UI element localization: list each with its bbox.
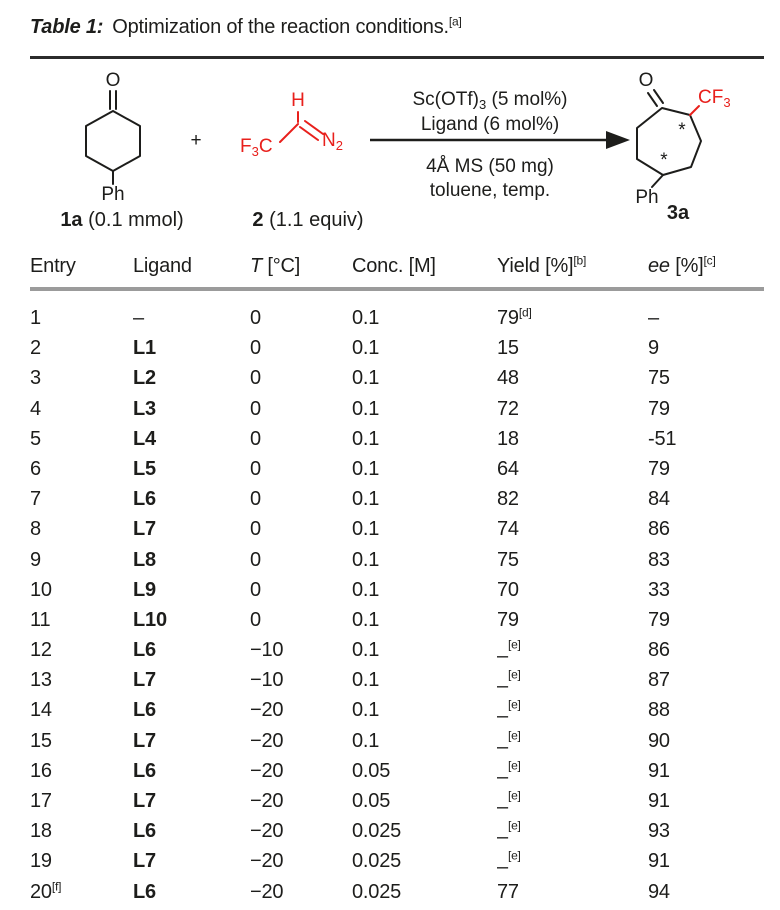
yield-cell: 15 bbox=[497, 337, 519, 360]
entry-cell: 8 bbox=[30, 518, 41, 541]
table-row bbox=[30, 454, 764, 484]
table-row bbox=[30, 726, 764, 756]
ligand-cell: L5 bbox=[133, 457, 156, 480]
concentration-cell: 0.1 bbox=[352, 367, 380, 390]
concentration-cell: 0.1 bbox=[352, 699, 380, 722]
concentration-cell: 0.05 bbox=[352, 759, 391, 782]
temperature-cell: −20 bbox=[250, 880, 284, 903]
footnote-b-marker: [b] bbox=[573, 253, 587, 268]
temperature-cell: 0 bbox=[250, 548, 261, 571]
title-text: Optimization of the reaction conditions. bbox=[112, 16, 449, 38]
cf3-group-label: $F_3C$ bbox=[240, 136, 273, 159]
ee-cell: 91 bbox=[648, 759, 670, 782]
reactant-2-structure bbox=[240, 90, 364, 231]
entry-cell: 5 bbox=[30, 427, 41, 450]
yield-cell: 72 bbox=[497, 397, 519, 420]
table-header bbox=[30, 250, 764, 282]
table-row bbox=[30, 303, 764, 333]
entry-cell: 12 bbox=[30, 639, 52, 662]
ligand-cell: L9 bbox=[133, 578, 156, 601]
table-body bbox=[30, 303, 764, 907]
entry-cell: 19 bbox=[30, 850, 52, 873]
header-concentration: Conc. [M] bbox=[352, 255, 436, 277]
concentration-cell: 0.1 bbox=[352, 457, 380, 480]
concentration-cell: 0.025 bbox=[352, 820, 402, 843]
temperature-cell: 0 bbox=[250, 608, 261, 631]
product-oxygen-label: O bbox=[638, 70, 654, 91]
yield-cell: 48 bbox=[497, 367, 519, 390]
yield-cell: 64 bbox=[497, 457, 519, 480]
yield-cell: 79[d] bbox=[497, 305, 532, 329]
concentration-cell: 0.1 bbox=[352, 608, 380, 631]
yield-cell: 70 bbox=[497, 578, 519, 601]
temperature-cell: 0 bbox=[250, 518, 261, 541]
entry-cell: 3 bbox=[30, 367, 41, 390]
table-row bbox=[30, 846, 764, 879]
ee-cell: -51 bbox=[648, 427, 677, 450]
entry-cell: 18 bbox=[30, 820, 52, 843]
reaction-conditions bbox=[412, 89, 567, 201]
ligand-cell: L7 bbox=[133, 790, 156, 812]
header-temperature bbox=[250, 250, 352, 282]
yield-cell: –[e] bbox=[497, 848, 521, 879]
table-row bbox=[30, 665, 764, 698]
yield-cell: –[e] bbox=[497, 818, 521, 849]
ee-cell: 86 bbox=[648, 518, 670, 541]
concentration-cell: 0.1 bbox=[352, 548, 380, 571]
entry-cell: 10 bbox=[30, 578, 52, 601]
solvent-condition: toluene, temp. bbox=[429, 180, 551, 201]
entry-cell: 17 bbox=[30, 790, 52, 812]
ligand-cell: L1 bbox=[133, 337, 156, 360]
ee-cell: 79 bbox=[648, 397, 670, 420]
ee-cell: 93 bbox=[648, 820, 670, 843]
table-row bbox=[30, 333, 764, 363]
temperature-cell: 0 bbox=[250, 457, 261, 480]
table-row bbox=[30, 635, 764, 668]
entry-cell: 4 bbox=[30, 397, 41, 420]
table-title bbox=[30, 16, 462, 39]
product-cf3-label: $CF_3$ bbox=[698, 87, 731, 110]
temperature-cell: −20 bbox=[250, 759, 284, 782]
diazo-n2-label: $N_2$ bbox=[322, 130, 343, 153]
concentration-cell: 0.1 bbox=[352, 307, 380, 329]
ligand-cell: – bbox=[133, 307, 144, 329]
diazo-h-label: H bbox=[291, 90, 305, 111]
temperature-cell: −20 bbox=[250, 820, 284, 843]
product-3a-caption: 3a bbox=[666, 202, 690, 224]
table-row bbox=[30, 514, 764, 544]
concentration-cell: 0.05 bbox=[352, 790, 391, 812]
yield-cell: 18 bbox=[497, 427, 519, 450]
temperature-cell: 0 bbox=[250, 427, 261, 450]
ee-cell: 9 bbox=[648, 337, 659, 360]
entry-cell: 15 bbox=[30, 729, 52, 752]
ee-cell: 79 bbox=[648, 608, 670, 631]
ligand-cell: L7 bbox=[133, 729, 156, 752]
table-row bbox=[30, 877, 764, 907]
ligand-cell: L6 bbox=[133, 488, 156, 511]
temperature-cell: 0 bbox=[250, 367, 261, 390]
yield-cell: –[e] bbox=[497, 637, 521, 668]
catalyst-condition: $Sc(OTf)_3$ (5 mol%) bbox=[412, 89, 568, 112]
concentration-cell: 0.1 bbox=[352, 669, 380, 692]
header-ee-symbol: ee bbox=[648, 255, 670, 277]
ee-cell: – bbox=[648, 307, 659, 329]
top-rule bbox=[30, 56, 764, 59]
concentration-cell: 0.1 bbox=[352, 488, 380, 511]
table-row bbox=[30, 575, 764, 605]
phenyl-label: Ph bbox=[101, 184, 125, 205]
table-row bbox=[30, 424, 764, 454]
product-phenyl-label: Ph bbox=[635, 187, 659, 208]
yield-cell: –[e] bbox=[497, 697, 521, 728]
ee-cell: 84 bbox=[648, 488, 670, 511]
stereocenter-star-1: * bbox=[678, 120, 686, 141]
table-row bbox=[30, 695, 764, 728]
entry-cell: 11 bbox=[30, 608, 51, 631]
header-temp-symbol: T bbox=[250, 255, 263, 277]
header-rule bbox=[30, 287, 764, 291]
table-label: Table 1: bbox=[30, 16, 104, 38]
ligand-cell: L2 bbox=[133, 367, 156, 390]
header-ligand: Ligand bbox=[133, 255, 192, 277]
stereocenter-star-2: * bbox=[660, 150, 668, 171]
yield-cell: –[e] bbox=[497, 667, 521, 698]
table-row bbox=[30, 363, 764, 393]
molecular-sieves-condition: 4Å MS (50 mg) bbox=[426, 156, 554, 177]
ee-cell: 86 bbox=[648, 639, 670, 662]
concentration-cell: 0.1 bbox=[352, 729, 380, 752]
entry-cell: 16 bbox=[30, 759, 52, 782]
ligand-cell: L7 bbox=[133, 518, 156, 541]
temperature-cell: 0 bbox=[250, 337, 261, 360]
entry-cell: 9 bbox=[30, 548, 41, 571]
concentration-cell: 0.1 bbox=[352, 337, 380, 360]
concentration-cell: 0.025 bbox=[352, 880, 402, 903]
ligand-condition: Ligand (6 mol%) bbox=[420, 114, 560, 135]
concentration-cell: 0.1 bbox=[352, 578, 380, 601]
entry-cell: 20[f] bbox=[30, 878, 62, 903]
header-yield-text: Yield [%] bbox=[497, 255, 574, 277]
ee-cell: 83 bbox=[648, 548, 670, 571]
footnote-c-marker: [c] bbox=[703, 253, 716, 268]
temperature-cell: −20 bbox=[250, 699, 284, 722]
yield-cell: 79 bbox=[497, 608, 519, 631]
temperature-cell: −20 bbox=[250, 790, 284, 812]
temperature-cell: 0 bbox=[250, 397, 261, 420]
concentration-cell: 0.1 bbox=[352, 518, 380, 541]
entry-cell: 2 bbox=[30, 337, 41, 360]
yield-cell: 75 bbox=[497, 548, 519, 571]
table-row bbox=[30, 816, 764, 849]
ee-cell: 87 bbox=[648, 669, 670, 692]
reaction-scheme bbox=[30, 60, 765, 252]
table-row bbox=[30, 786, 764, 816]
entry-cell: 14 bbox=[30, 699, 52, 722]
reactant-2-caption: 2 (1.1 equiv) bbox=[252, 209, 364, 231]
ee-cell: 90 bbox=[648, 729, 670, 752]
header-temp-unit: [°C] bbox=[262, 255, 301, 277]
ligand-cell: L7 bbox=[133, 850, 156, 873]
ee-cell: 33 bbox=[648, 578, 670, 601]
concentration-cell: 0.1 bbox=[352, 397, 380, 420]
yield-cell: 77 bbox=[497, 880, 519, 903]
concentration-cell: 0.1 bbox=[352, 427, 380, 450]
entry-cell: 6 bbox=[30, 457, 41, 480]
temperature-cell: −20 bbox=[250, 850, 284, 873]
ee-cell: 88 bbox=[648, 699, 670, 722]
ligand-cell: L6 bbox=[133, 880, 156, 903]
header-entry: Entry bbox=[30, 255, 76, 277]
table-row bbox=[30, 394, 764, 424]
ligand-cell: L3 bbox=[133, 397, 156, 420]
ee-cell: 75 bbox=[648, 367, 670, 390]
yield-cell: 74 bbox=[497, 518, 519, 541]
entry-cell: 13 bbox=[30, 669, 52, 692]
table-row bbox=[30, 605, 764, 635]
ee-cell: 94 bbox=[648, 880, 670, 903]
temperature-cell: 0 bbox=[250, 307, 261, 329]
title-footnote-marker: [a] bbox=[448, 14, 462, 29]
ligand-cell: L8 bbox=[133, 548, 156, 571]
ligand-cell: L6 bbox=[133, 639, 156, 662]
temperature-cell: 0 bbox=[250, 488, 261, 511]
temperature-cell: 0 bbox=[250, 578, 261, 601]
table-row bbox=[30, 484, 764, 514]
ee-cell: 91 bbox=[648, 790, 670, 812]
entry-cell: 7 bbox=[30, 488, 41, 511]
header-ee-unit: [%] bbox=[669, 255, 704, 277]
temperature-cell: −20 bbox=[250, 729, 284, 752]
entry-cell: 1 bbox=[30, 307, 41, 329]
ee-cell: 79 bbox=[648, 457, 670, 480]
product-3a-structure bbox=[635, 70, 730, 224]
ketone-oxygen-label: O bbox=[105, 70, 121, 91]
yield-cell: –[e] bbox=[497, 727, 521, 758]
ligand-cell: L4 bbox=[133, 427, 156, 450]
table-row bbox=[30, 756, 764, 786]
header-ee bbox=[648, 250, 764, 282]
temperature-cell: −10 bbox=[250, 669, 284, 692]
temperature-cell: −10 bbox=[250, 639, 284, 662]
header-yield bbox=[497, 250, 648, 282]
yield-cell: –[e] bbox=[497, 788, 521, 818]
reactant-1a-caption: 1a (0.1 mmol) bbox=[60, 209, 184, 231]
concentration-cell: 0.025 bbox=[352, 850, 402, 873]
yield-cell: –[e] bbox=[497, 758, 521, 788]
ee-cell: 91 bbox=[648, 850, 670, 873]
reactant-1a-structure bbox=[60, 70, 183, 231]
concentration-cell: 0.1 bbox=[352, 639, 380, 662]
ligand-cell: L10 bbox=[133, 608, 167, 631]
yield-cell: 82 bbox=[497, 488, 519, 511]
ligand-cell: L6 bbox=[133, 759, 156, 782]
ligand-cell: L6 bbox=[133, 699, 156, 722]
ligand-cell: L7 bbox=[133, 669, 156, 692]
ligand-cell: L6 bbox=[133, 820, 156, 843]
table-row bbox=[30, 545, 764, 575]
plus-sign: + bbox=[190, 130, 202, 151]
